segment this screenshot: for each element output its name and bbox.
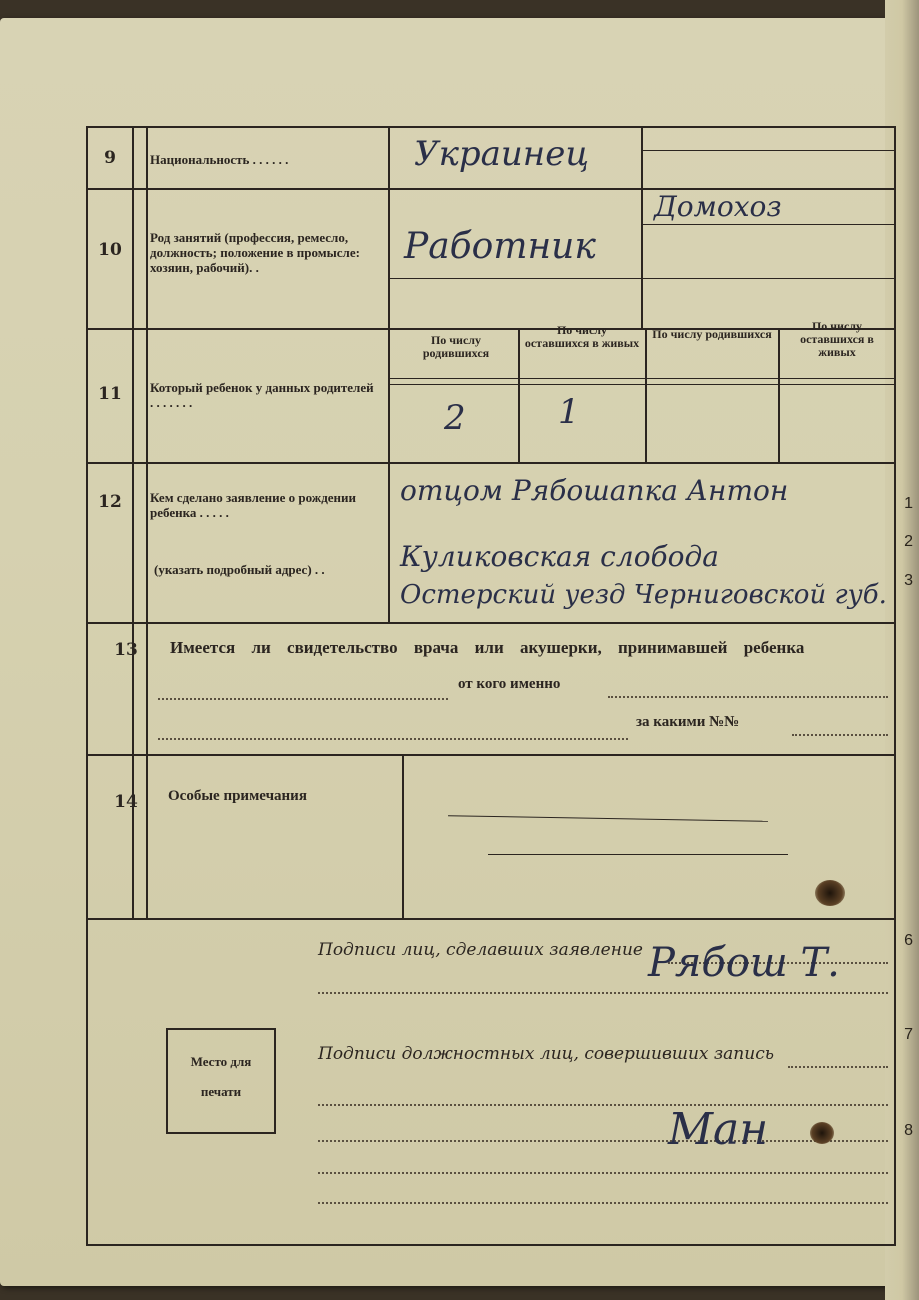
row-label-notes: Особые примечания: [168, 788, 307, 804]
fill-line: [318, 1104, 888, 1106]
row-label-nationality: Национальность . . . . . .: [150, 152, 289, 167]
row-divider: [88, 918, 894, 920]
question-text: за какими №№: [636, 714, 740, 730]
edge-mark: 3: [904, 572, 913, 589]
row-number: 12: [98, 492, 122, 512]
row-number: 13: [114, 640, 138, 660]
row-number: 10: [98, 240, 122, 260]
row-sublabel-address: (указать подробный адрес) . .: [154, 562, 325, 577]
subcolumn-divider: [518, 328, 520, 462]
officials-signature-label: Подписи должностных лиц, совершивших запись: [318, 1044, 774, 1064]
handwritten-entry: Куликовская слобода: [400, 540, 719, 573]
label-column-divider: [388, 128, 390, 622]
handwritten-value: 1: [558, 392, 580, 432]
handwritten-entry: Остерский уезд Черниговской губ.: [400, 580, 887, 610]
handwritten-entry: Домохоз: [654, 190, 782, 223]
fill-line: [318, 1172, 888, 1174]
parent-column-divider: [645, 328, 647, 462]
row-divider: [88, 754, 894, 756]
edge-mark: 6: [904, 932, 913, 949]
row-divider: [88, 462, 894, 464]
entry-line: [641, 224, 894, 225]
entry-line: [388, 278, 894, 279]
column-header: По числу оставшихся в живых: [800, 319, 874, 359]
fill-line: [318, 1140, 888, 1142]
column-header: По числу оставшихся в живых: [524, 323, 640, 350]
edge-mark: 1: [904, 495, 913, 512]
row-label-declarant: Кем сделано заявление о рождении ребенка . . . . .: [150, 490, 357, 520]
row-number: 9: [104, 148, 116, 168]
entry-line: [388, 378, 894, 379]
row-label-child-order: Который ребенок у данных родителей . . . . . . .: [150, 380, 374, 410]
handwritten-entry: Украинец: [414, 134, 590, 174]
fill-line: [158, 738, 628, 740]
entry-line: [388, 384, 894, 385]
paper-hole: [810, 1122, 834, 1144]
row-divider: [88, 622, 894, 624]
question-text: Имеется ли свидетельство врача или акушерки, принимавшей ребенка: [170, 638, 805, 657]
handwritten-value: 2: [444, 398, 466, 438]
row-number: 11: [98, 384, 122, 404]
row-label-occupation: Род занятий (профессия, ремесло, должность; положение в промысле: хозяин, рабочий). .: [150, 230, 360, 275]
fill-line: [792, 734, 888, 736]
edge-mark: 7: [904, 1026, 913, 1043]
label-column-divider: [402, 754, 404, 918]
official-signature: Ман: [668, 1104, 769, 1155]
column-header: По числу родившихся: [652, 327, 772, 341]
subcolumn-divider: [778, 328, 780, 462]
stamp-label: Место для: [190, 1054, 252, 1069]
applicants-signature-label: Подписи лиц, сделавших заявление: [318, 940, 643, 960]
edge-mark: 8: [904, 1122, 913, 1139]
birth-record-form: [86, 126, 896, 1246]
handwritten-entry: Работник: [404, 226, 596, 267]
paper-hole: [815, 880, 845, 906]
fill-line: [158, 698, 448, 700]
entry-line: [641, 150, 894, 151]
row-number: 14: [114, 792, 138, 812]
stamp-placeholder: [166, 1028, 276, 1134]
pen-stroke: [448, 815, 768, 822]
column-header: По числу родившихся: [422, 333, 490, 360]
edge-mark: 2: [904, 533, 913, 550]
applicant-signature: Рябош Т.: [648, 940, 840, 986]
handwritten-entry: отцом Рябошапка Антон: [400, 474, 789, 507]
fill-line: [608, 696, 888, 698]
fill-line: [318, 992, 888, 994]
stamp-label: печати: [200, 1084, 242, 1099]
fill-line: [788, 1066, 888, 1068]
fill-line: [318, 1202, 888, 1204]
pen-stroke: [488, 854, 788, 855]
question-text: от кого именно: [458, 676, 561, 692]
parent-column-divider: [641, 128, 643, 328]
